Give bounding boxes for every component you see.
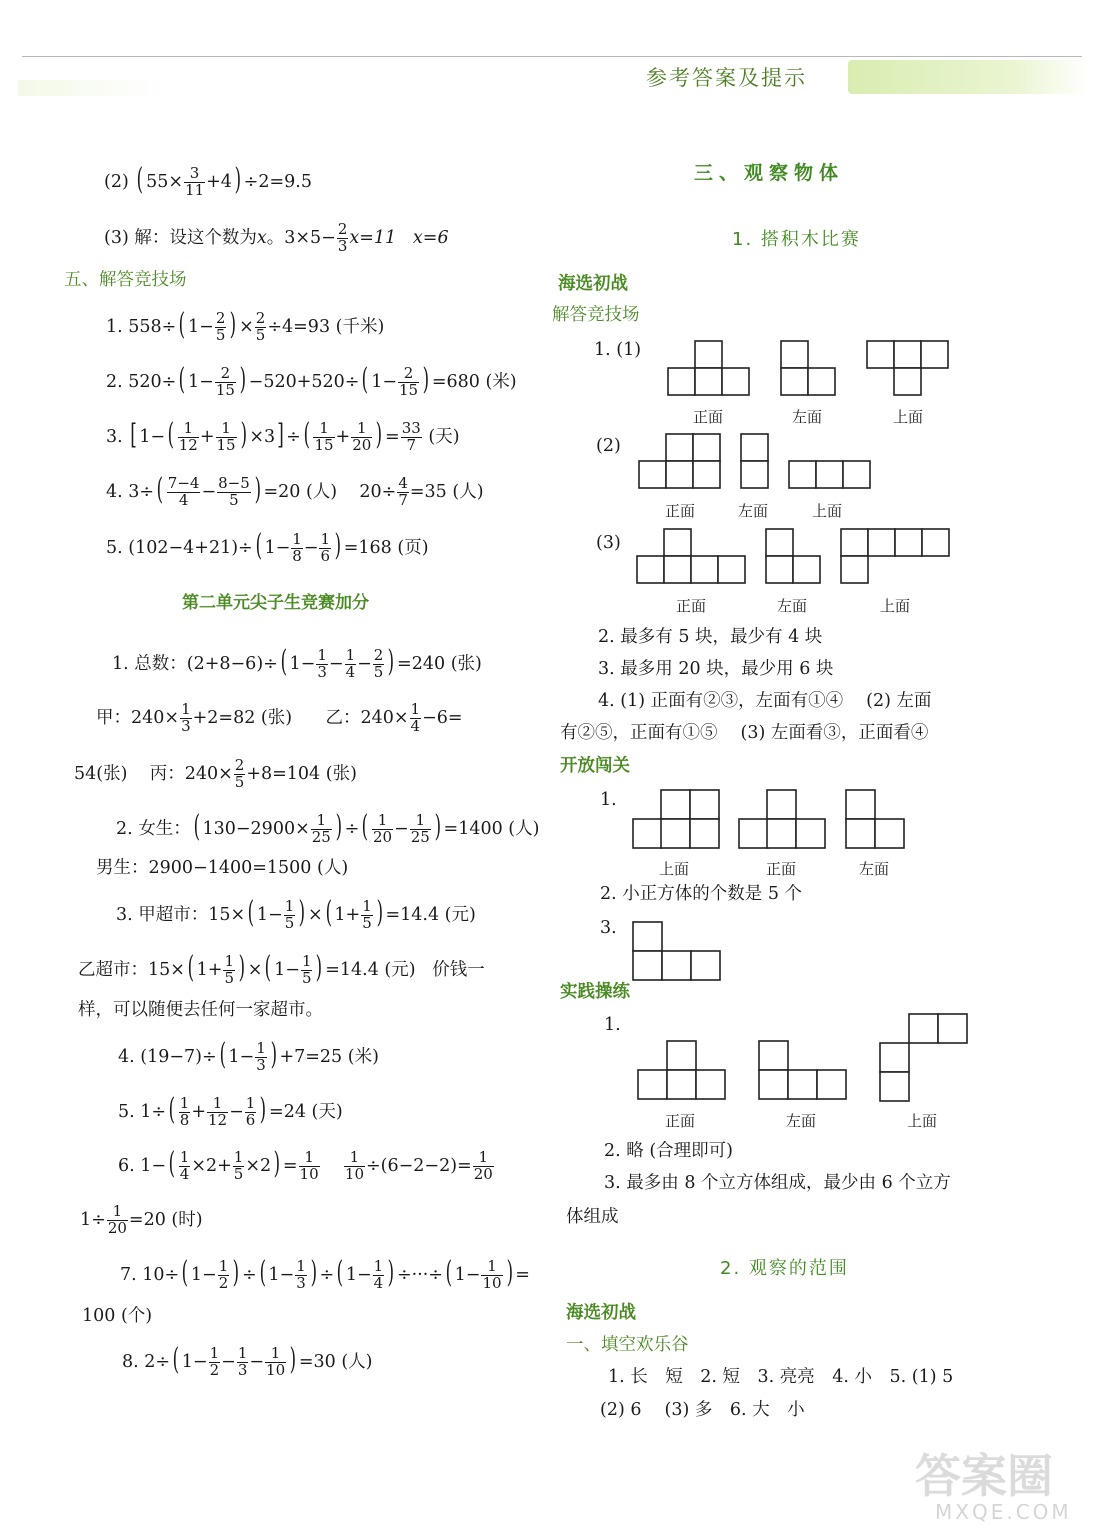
q5-4: 4. 3÷( $\frac{7-4}{4}$ − $\frac{8-5}{5}$ ) =20 (人) 20÷ $\frac{4}{7}$ =35 (人) [106, 472, 484, 509]
k-q2: 2. 小正方体的个数是 5 个 [600, 884, 803, 904]
label-top: 上面 [812, 502, 843, 520]
label-left: 左面 [792, 408, 823, 426]
c2-q1-bing: 54(张) 丙：240× $\frac{2}{5}$ +8=104 (张) [74, 756, 357, 791]
label-top: 上面 [880, 597, 911, 615]
s-q3b: 体组成 [566, 1207, 619, 1227]
q5-3: 3. [ 1−( $\frac{1}{12}$ + $\frac{1}{15}$ ) ×3] ÷( $\frac{1}{15}$ + $\frac{1}{20}$ ) = $\frac{33}{7}$ (天) [106, 417, 460, 454]
watermark-url: MXQE.COM [935, 1500, 1072, 1524]
figure-k1-left [845, 789, 907, 849]
lesson-2-title: 2. 观察的范围 [720, 1258, 849, 1279]
chapter-2-title: 第二单元尖子生竞赛加分 [182, 593, 369, 613]
watermark-logo [915, 1440, 1095, 1530]
label-left: 左面 [786, 1112, 817, 1130]
haixuan2-title: 海选初战 [566, 1303, 636, 1323]
k-q3: 3. [600, 918, 617, 938]
s-q2: 2. 略 (合理即可) [604, 1141, 733, 1161]
t-line1: 1. 长 短 2. 短 3. 亮亮 4. 小 5. (1) 5 [608, 1367, 954, 1387]
r-q1-1: 1. (1) [594, 340, 642, 360]
jieda-title: 解答竞技场 [552, 305, 640, 325]
figure-1-3-top [840, 528, 954, 584]
label-top: 上面 [893, 408, 924, 426]
c2-q3-yi: 乙超市：15×( 1+ $\frac{1}{5}$ ) ×( 1− $\frac{1}{5}$ ) =14.4 (元) 价钱一 [78, 950, 485, 987]
figure-s1-left [758, 1040, 850, 1100]
chapter-3-title: 三、观察物体 [694, 162, 845, 184]
haixuan-title: 海选初战 [558, 274, 628, 294]
label-front: 正面 [676, 597, 707, 615]
kaifang-title: 开放闯关 [560, 756, 630, 776]
c2-q3-line3: 样，可以随便去任何一家超市。 [78, 1000, 323, 1020]
header-decoration [18, 80, 168, 96]
c2-q2-male: 男生：2900−1400=1500 (人) [96, 858, 349, 878]
k-q1: 1. [600, 790, 617, 810]
figure-s1-top [879, 1013, 971, 1103]
r-q4b: 有②⑤，正面有①⑤ (3) 左面看③，正面看④ [560, 723, 929, 743]
q5-1: 1. 558÷( 1− $\frac{2}{5}$ ) × $\frac{2}{5}$ ÷4=93 (千米) [106, 307, 385, 344]
c2-q1: 1. 总数：(2+8−6)÷( 1− $\frac{1}{3}$ − $\frac{1}{4}$ − $\frac{2}{5}$ ) =240 (张) [112, 644, 482, 681]
figure-1-2-front [638, 433, 724, 489]
figure-k3 [632, 921, 724, 981]
label-left: 左面 [777, 597, 808, 615]
figure-1-2-top [788, 460, 874, 490]
r-q1-3: (3) [596, 533, 621, 553]
header-rule [22, 56, 1082, 57]
r-q2: 2. 最多有 5 块，最少有 4 块 [598, 627, 823, 647]
label-front: 正面 [665, 1112, 696, 1130]
figure-1-3-front [636, 528, 750, 584]
label-top: 上面 [907, 1112, 938, 1130]
s-q3a: 3. 最多由 8 个立方体组成，最少由 6 个立方 [604, 1173, 951, 1193]
watermark-text: 答案圈 [915, 1449, 1053, 1503]
c2-q3: 3. 甲超市：15×( 1− $\frac{1}{5}$ ) ×( 1+ $\frac{1}{5}$ ) =14.4 (元) [116, 895, 476, 932]
c2-q6: 6. 1−( $\frac{1}{4}$ ×2+ $\frac{1}{5}$ ×2) = $\frac{1}{10}$ $\frac{1}{10}$ ÷(6−2−2)= $\frac{1}{20}$ [118, 1146, 493, 1183]
figure-s1-front [637, 1040, 729, 1100]
figure-k1-front [738, 789, 828, 849]
label-front: 正面 [693, 408, 724, 426]
lesson-1-title: 1. 搭积木比赛 [732, 229, 861, 250]
c2-q7: 7. 10÷( 1− $\frac{1}{2}$ ) ÷( 1− $\frac{1}{3}$ ) ÷( 1− $\frac{1}{4}$ ) ÷···÷( 1− $\frac{1}{10}$ ) = [120, 1255, 530, 1292]
c2-q7-b: 100 (个) [82, 1306, 153, 1326]
figure-1-1-top [866, 340, 952, 396]
figure-1-2-left [740, 433, 772, 489]
label-front: 正面 [766, 860, 797, 878]
c2-q5: 5. 1÷( $\frac{1}{8}$ + $\frac{1}{12}$ − $\frac{1}{6}$ ) =24 (天) [118, 1092, 343, 1129]
s-q1: 1. [604, 1015, 621, 1035]
figure-1-1-front [667, 340, 753, 396]
c2-q4: 4. (19−7)÷( 1− $\frac{1}{3}$ ) +7=25 (米) [118, 1037, 379, 1074]
tiankong-title: 一、填空欢乐谷 [566, 1335, 689, 1355]
q5-2: 2. 520÷( 1− $\frac{2}{15}$ ) −520+520÷( 1− $\frac{2}{15}$ ) =680 (米) [106, 362, 517, 399]
section-5-title: 五、解答竞技场 [64, 270, 187, 290]
label-top: 上面 [659, 860, 690, 878]
c2-q1-jia: 甲：240× $\frac{1}{3}$ +2=82 (张) 乙：240× $\frac{1}{4}$ −6= [96, 700, 463, 735]
answer-3: (3) 解：设这个数为x。3×5− $\frac{2}{3}$ x=11 x=6 [104, 220, 449, 255]
r-q4a: 4. (1) 正面有②③，左面有①④ (2) 左面 [598, 691, 932, 711]
r-q3: 3. 最多用 20 块，最少用 6 块 [598, 659, 834, 679]
c2-q6-b: 1÷ $\frac{1}{20}$ =20 (时) [80, 1202, 203, 1237]
figure-1-3-left [765, 528, 825, 584]
c2-q8: 8. 2÷( 1− $\frac{1}{2}$ − $\frac{1}{3}$ − $\frac{1}{10}$ ) =30 (人) [122, 1342, 373, 1379]
label-left: 左面 [738, 502, 769, 520]
header-band [848, 60, 1088, 94]
c2-q2: 2. 女生：( 130−2900× $\frac{1}{25}$ ) ÷( $\frac{1}{20}$ − $\frac{1}{25}$ ) =1400 (人) [116, 809, 540, 846]
r-q1-2: (2) [596, 436, 621, 456]
figure-1-1-left [780, 340, 840, 396]
t-line2: (2) 6 (3) 多 6. 大 小 [600, 1400, 805, 1420]
label-left: 左面 [859, 860, 890, 878]
q5-5: 5. (102−4+21)÷( 1− $\frac{1}{8}$ − $\frac{1}{6}$ ) =168 (页) [106, 528, 429, 565]
shijian-title: 实践操练 [560, 982, 630, 1002]
figure-k1-top [632, 789, 722, 849]
answer-2: (2) ( 55× $\frac{3}{11}$ +4) ÷2=9.5 [104, 162, 312, 199]
label-front: 正面 [665, 502, 696, 520]
page-header-title: 参考答案及提示 [646, 66, 807, 90]
